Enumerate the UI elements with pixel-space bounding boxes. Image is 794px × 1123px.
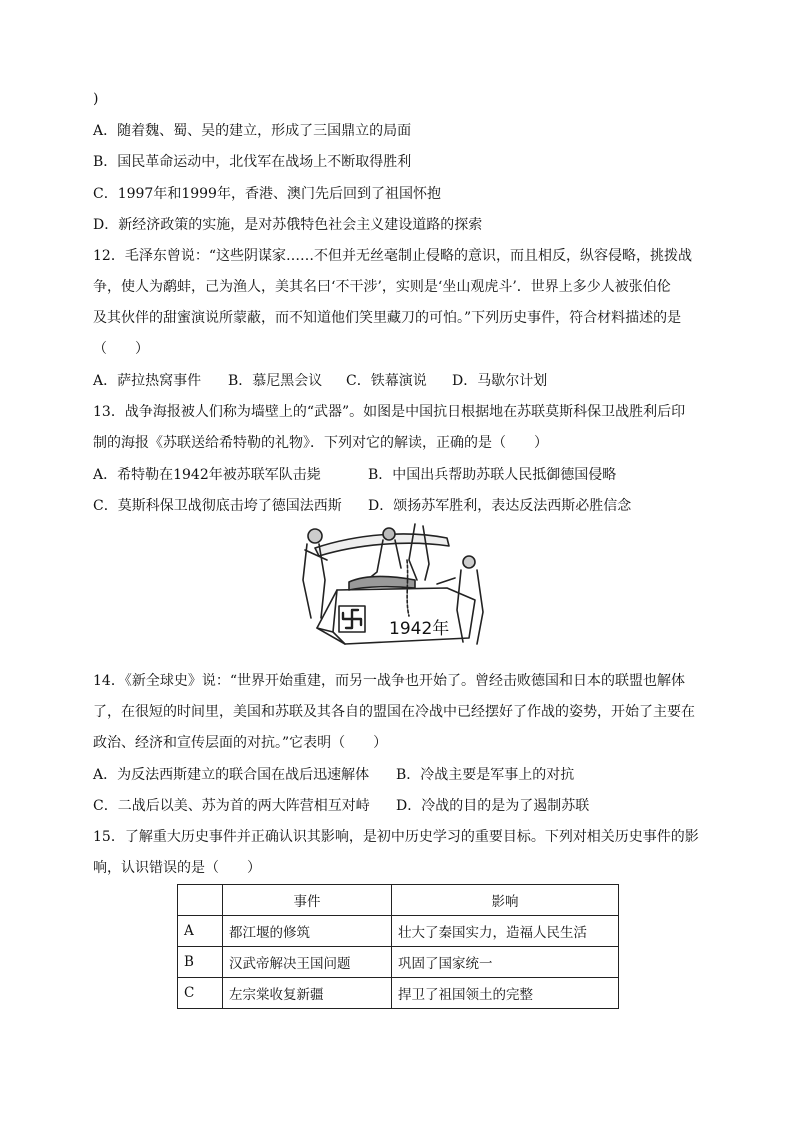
row-label: A [178, 916, 223, 947]
row-event: 左宗棠收复新疆 [223, 978, 392, 1009]
q13-stem-line-2: 制的海报《苏联送给希特勒的礼物》．下列对它的解读，正确的是（ ） [93, 435, 548, 451]
q13-option-c: C．莫斯科保卫战彻底击垮了德国法西斯 [93, 498, 342, 514]
table-header-label [178, 885, 223, 916]
q14-option-d: D．冷战的目的是为了遏制苏联 [396, 798, 590, 814]
q15-stem-line-1: 15．了解重大历史事件并正确认识其影响，是初中历史学习的重要目标。下列对相关历史事件的影 [93, 829, 699, 845]
q12-stem-line-2: 争，使人为鹬蚌，己为渔人，美其名曰‘不干涉’，实则是‘坐山观虎斗’．世界上多少人被张伯伦 [93, 279, 671, 295]
q11-closing-paren: ) [93, 91, 99, 107]
table-header-impact: 影响 [392, 885, 619, 916]
q11-option-d: D．新经济政策的实施，是对苏俄特色社会主义建设道路的探索 [93, 217, 483, 233]
row-impact: 壮大了秦国实力，造福人民生活 [392, 916, 619, 947]
table-header-event: 事件 [223, 885, 392, 916]
q12-stem-line-3: 及其伙伴的甜蜜演说所蒙蔽，而不知道他们笑里藏刀的可怕。”下列历史事件，符合材料描述的是 [93, 310, 682, 326]
q14-option-c: C．二战后以美、苏为首的两大阵营相互对峙 [93, 798, 370, 814]
row-event: 汉武帝解决王国问题 [223, 947, 392, 978]
q12-answer-paren: （ ） [93, 341, 149, 357]
q12-option-a: A．萨拉热窝事件 [93, 373, 202, 389]
q12-option-b: B．慕尼黑会议 [228, 373, 323, 389]
table-header-row [178, 885, 619, 916]
events-impact-table [177, 884, 619, 1009]
q13-option-a: A．希特勒在1942年被苏联军队击毙 [93, 467, 321, 483]
q15-stem-line-2: 响，认识错误的是（ ） [93, 860, 261, 876]
q14-stem-line-1: 14．《新全球史》说：“世界开始重建，而另一战争也开始了。曾经击败德国和日本的联盟也解体 [93, 673, 685, 689]
row-label: B [178, 947, 223, 978]
q12-option-d: D．马歇尔计划 [452, 373, 548, 389]
q11-option-c: C．1997年和1999年，香港、澳门先后回到了祖国怀抱 [93, 186, 441, 202]
q14-option-a: A．为反法西斯建立的联合国在战后迅速解体 [93, 767, 370, 783]
q11-option-b: B．国民革命运动中，北伐军在战场上不断取得胜利 [93, 154, 412, 170]
table-row [178, 947, 619, 978]
q12-option-c: C．铁幕演说 [346, 373, 427, 389]
poster-year-label: 1942年 [389, 619, 450, 639]
q13-option-d: D．颂扬苏军胜利，表达反法西斯必胜信念 [368, 498, 632, 514]
row-impact: 巩固了国家统一 [392, 947, 619, 978]
table-row [178, 916, 619, 947]
q13-stem-line-1: 13．战争海报被人们称为墙壁上的“武器”。如图是中国抗日根据地在苏联莫斯科保卫战胜利后印 [93, 404, 686, 420]
q14-stem-line-3: 政治、经济和宣传层面的对抗。”它表明（ ） [93, 735, 388, 751]
q12-stem-line-1: 12．毛泽东曾说：“这些阴谋家……不但并无丝毫制止侵略的意识，而且相反，纵容侵略，挑拨战 [93, 248, 692, 264]
q13-option-b: B．中国出兵帮助苏联人民抵御德国侵略 [368, 467, 617, 483]
row-label: C [178, 978, 223, 1009]
q11-option-a: A．随着魏、蜀、吴的建立，形成了三国鼎立的局面 [93, 123, 412, 139]
row-event: 都江堰的修筑 [223, 916, 392, 947]
q14-stem-line-2: 了，在很短的时间里，美国和苏联及其各自的盟国在冷战中已经摆好了作战的姿势，开始了主要在 [93, 704, 695, 720]
q14-option-b: B．冷战主要是军事上的对抗 [396, 767, 575, 783]
war-poster-image [297, 520, 497, 648]
row-impact: 捍卫了祖国领土的完整 [392, 978, 619, 1009]
table-row [178, 978, 619, 1009]
